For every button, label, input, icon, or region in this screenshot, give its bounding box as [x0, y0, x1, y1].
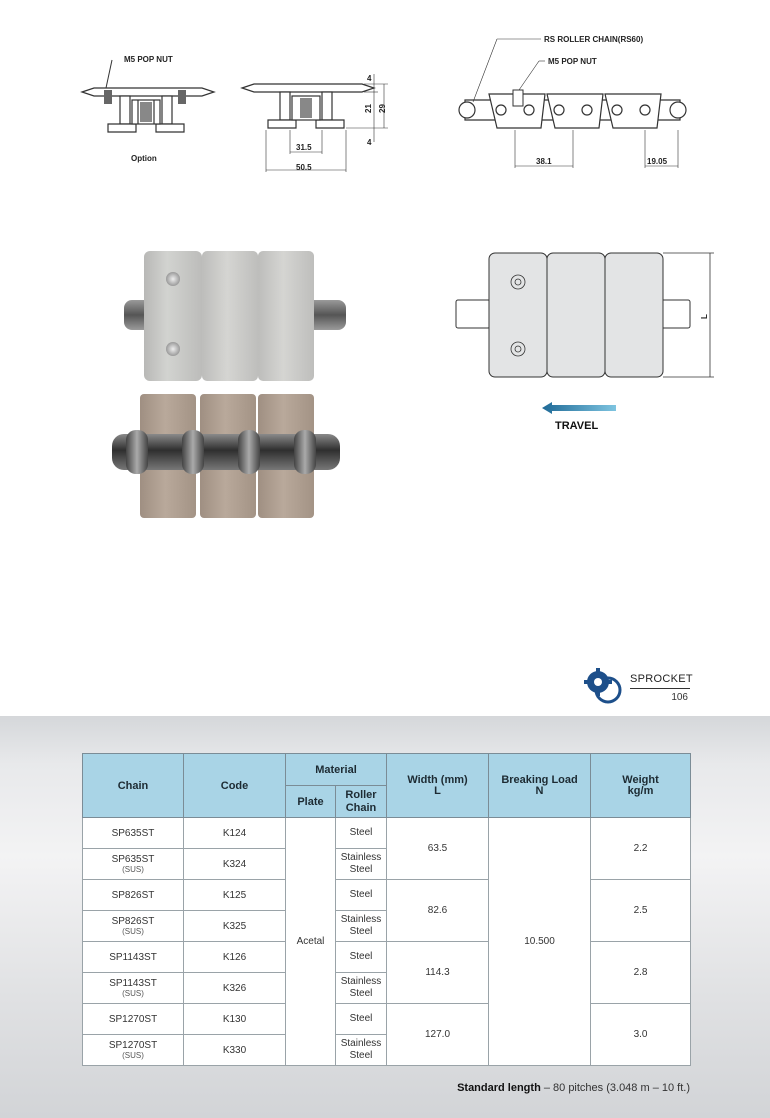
cell-width: 114.3 [387, 942, 489, 1004]
header-width-l2: L [434, 784, 441, 797]
cell-code: K130 [184, 1004, 286, 1035]
cell-code: K325 [184, 911, 286, 942]
product-photo-top [114, 248, 346, 384]
header-material: Material [286, 754, 387, 786]
cell-roller-chain: Stainless Steel [336, 1035, 387, 1066]
header-weight-l2: kg/m [627, 784, 654, 797]
sprocket-underline [630, 688, 690, 689]
cell-chain [83, 911, 184, 942]
dim-38-1: 38.1 [536, 157, 552, 166]
dim-50-5: 50.5 [296, 163, 312, 172]
cell-chain [83, 1004, 184, 1035]
dim-21: 21 [363, 104, 373, 113]
table-row [83, 942, 691, 973]
cell-code: K124 [184, 818, 286, 849]
chain-name: SP635ST [111, 854, 155, 865]
chain-sus-tag: (SUS) [122, 927, 144, 936]
cell-width: 82.6 [387, 880, 489, 942]
option-label: Option [131, 154, 157, 163]
cell-code: K326 [184, 973, 286, 1004]
spec-table [82, 753, 691, 1066]
top-view-drawing [452, 248, 718, 384]
cell-plate: Acetal [286, 818, 336, 1066]
cell-roller-chain: Stainless Steel [336, 911, 387, 942]
header-load [489, 754, 591, 818]
cell-roller-chain: Steel [336, 942, 387, 973]
travel-arrow-icon [540, 401, 620, 415]
header-roller-chain: Roller Chain [336, 786, 387, 818]
table-row [83, 1004, 691, 1035]
cell-chain [83, 942, 184, 973]
side-view-drawing-option [78, 50, 218, 170]
cell-weight: 3.0 [591, 1004, 691, 1066]
cell-roller-chain: Steel [336, 818, 387, 849]
side-view-drawing-dimensions [238, 72, 398, 182]
cell-roller-chain: Stainless Steel [336, 973, 387, 1004]
cell-code: K125 [184, 880, 286, 911]
header-weight [591, 754, 691, 818]
dim-4-bottom: 4 [367, 138, 372, 147]
dim-L: L [699, 314, 709, 319]
cell-breaking-load: 10.500 [489, 818, 591, 1066]
cell-roller-chain: Stainless Steel [336, 849, 387, 880]
cell-roller-chain: Steel [336, 1004, 387, 1035]
cell-weight: 2.2 [591, 818, 691, 880]
sprocket-link[interactable]: SPROCKET [630, 673, 693, 685]
table-row [83, 818, 691, 849]
cell-weight: 2.8 [591, 942, 691, 1004]
dim-31-5: 31.5 [296, 143, 312, 152]
nut-label: M5 POP NUT [124, 55, 173, 64]
cell-weight: 2.5 [591, 880, 691, 942]
cell-chain [83, 849, 184, 880]
chain-name: SP826ST [111, 916, 155, 927]
travel-label: TRAVEL [555, 420, 599, 432]
header-weight-l1: Weight [622, 773, 659, 786]
sprocket-gear-icon [584, 668, 624, 706]
chain-name: SP826ST [111, 889, 155, 901]
chain-sus-tag: (SUS) [122, 1051, 144, 1060]
sprocket-page-number: 106 [671, 692, 688, 703]
chain-name: SP1270ST [108, 1040, 158, 1051]
header-load-l1: Breaking Load [501, 773, 578, 786]
dim-4-top: 4 [367, 74, 372, 83]
header-chain: Chain [83, 754, 184, 818]
table-row [83, 880, 691, 911]
chain-nut-label: M5 POP NUT [548, 57, 597, 66]
header-width-l1: Width (mm) [407, 773, 468, 786]
cell-code: K324 [184, 849, 286, 880]
cell-chain [83, 973, 184, 1004]
cell-code: K330 [184, 1035, 286, 1066]
cell-width: 127.0 [387, 1004, 489, 1066]
dim-29: 29 [377, 104, 387, 113]
cell-chain [83, 1035, 184, 1066]
standard-length-rest: – 80 pitches (3.048 m – 10 ft.) [540, 1082, 690, 1094]
chain-name: SP1270ST [108, 1013, 158, 1025]
standard-length-bold: Standard length [457, 1082, 541, 1094]
chain-sus-tag: (SUS) [122, 865, 144, 874]
standard-length-note [0, 1082, 690, 1094]
chain-name: SP635ST [111, 827, 155, 839]
cell-roller-chain: Steel [336, 880, 387, 911]
cell-width: 63.5 [387, 818, 489, 880]
header-load-l2: N [535, 784, 544, 797]
chain-name: SP1143ST [109, 951, 157, 963]
cell-chain [83, 880, 184, 911]
cell-code: K126 [184, 942, 286, 973]
cell-chain [83, 818, 184, 849]
header-width [387, 754, 489, 818]
chain-name: SP1143ST [109, 978, 157, 989]
chain-label: RS ROLLER CHAIN(RS60) [544, 35, 644, 44]
header-code: Code [184, 754, 286, 818]
header-plate: Plate [286, 786, 336, 818]
product-photo-bottom [110, 390, 342, 520]
chain-sus-tag: (SUS) [122, 989, 144, 998]
dim-19-05: 19.05 [647, 157, 668, 166]
